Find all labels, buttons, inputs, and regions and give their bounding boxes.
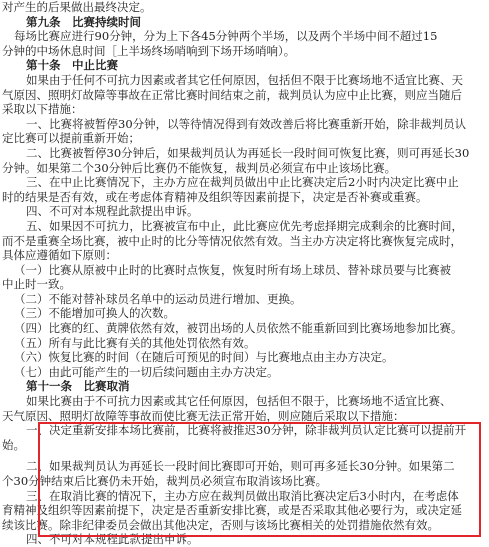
text-line: （五）所有与此比赛有关的其他处罚依然有效。	[14, 335, 256, 350]
text-line: 而不是重赛全场比赛，被中止时的比分等情况依然有效。当主办方决定将比赛恢复完成时，	[2, 233, 462, 248]
text-line: 五、如果因不可抗力，比赛被宣布中止，此比赛应优先考虑择期完成剩余的比赛时间，	[26, 218, 463, 233]
text-line: 采取以下措施：	[2, 102, 83, 117]
text-line: 中止时一致。	[2, 277, 71, 292]
text-line: 时的结果是否有效，或在考虑体育精神及组织等因素前提下，决定是否补赛或重赛。	[2, 189, 428, 204]
text-line: 个30分钟结束后比赛仍未开始，裁判员必须宣布取消该场比赛。	[2, 474, 328, 488]
text-line: 三、在中止比赛情况下，主办方应在裁判员做出中止比赛决定后2小时内决定比赛中止	[26, 175, 459, 190]
text-line: 四、不可对本规程此款提出申诉。	[26, 532, 199, 547]
text-line: （六）恢复比赛的时间（在随后可预见的时间）与比赛地点由主办方决定。	[14, 350, 394, 365]
text-line: （二）不能对替补球员名单中的运动员进行增加、更换。	[14, 291, 302, 306]
text-line: 天气原因、照明灯故障等事故而使比赛无法正常开始，则应随后采取以下措施：	[2, 408, 405, 423]
text-line: 一、决定重新安排本场比赛前，比赛将被推迟30分钟，除非裁判员认定比赛可以提前开	[26, 423, 467, 438]
text-line: 二、如果裁判员认为再延长一段时间比赛即可开始，则可再多延长30分钟。如果第二	[26, 459, 455, 474]
text-line: （一）比赛从原被中止时的比赛时点恢复，恢复时所有场上球员、替补球员要与比赛被	[14, 262, 451, 277]
text-line: 始。	[2, 437, 25, 452]
text-line: 四、不可对本规程此款提出申诉。	[26, 204, 199, 219]
text-line: （七）由此可能产生的一切后续问题由主办方决定。	[14, 364, 279, 379]
text-line: 分钟的中场休息时间［上半场终场哨响到下场开场哨响）。	[2, 43, 296, 58]
text-line: 三、在取消比赛的情况下，主办方应在裁判员做出取消比赛决定后3小时内，在考虑体	[26, 488, 459, 503]
text-line: 二、比赛被暂停30分钟后，如果裁判员认为再延长一段时间可恢复比赛，则可再延长30	[26, 145, 470, 160]
text-line: 每场比赛应进行90分钟，分为上下各45分钟两个半场，以及两个半场中间不超过15	[14, 29, 438, 44]
text-line: 一、比赛将被暂停30分钟，以等待情况得到有效改善后将比赛重新开始，除非裁判员认	[26, 116, 467, 131]
text-line: 气原因、照明灯故障等事故在正常比赛时间结束之前，裁判员认为应中止比赛，则应当随后	[2, 87, 462, 102]
text-line: （四）比赛的红、黄牌依然有效，被罚出场的人员依然不能重新回到比赛场地参加比赛。	[14, 321, 463, 336]
text-line: 具体应遵循如下原则：	[2, 248, 117, 263]
section-heading: 第十一条 比赛取消	[26, 379, 130, 394]
section-heading: 第九条 比赛持续时间	[26, 14, 141, 29]
text-line: 如果比赛由于不可抗力因素或其它任何原因，包括但不限于，比赛场地不适宜比赛、	[26, 394, 452, 409]
section-heading: 第十条 中止比赛	[26, 58, 118, 73]
text-line: 育精神及组织等因素前提下，决定是否重新安排比赛，或是否采取其他必要行为，或决定延	[2, 503, 462, 518]
paragraph-gap	[2, 452, 485, 459]
text-line: 对产生的后果做出最终决定。	[2, 0, 152, 14]
text-line: 定比赛可以提前重新开始；	[2, 131, 140, 146]
text-line: 分钟。如果第二个30分钟后比赛仍不能恢复，裁判员必须宣布中止该场比赛。	[2, 160, 397, 175]
text-line: （三）不能增加可换人的次数。	[14, 306, 175, 321]
document-body	[2, 0, 485, 547]
text-line: 续该比赛。除非纪律委员会做出其他决定，否则与该场比赛相关的处罚措施依然有效。	[2, 517, 439, 532]
text-line: 如果由于任何不可抗力因素或者其它任何原因，包括但不限于比赛场地不适宜比赛、天	[26, 72, 463, 87]
